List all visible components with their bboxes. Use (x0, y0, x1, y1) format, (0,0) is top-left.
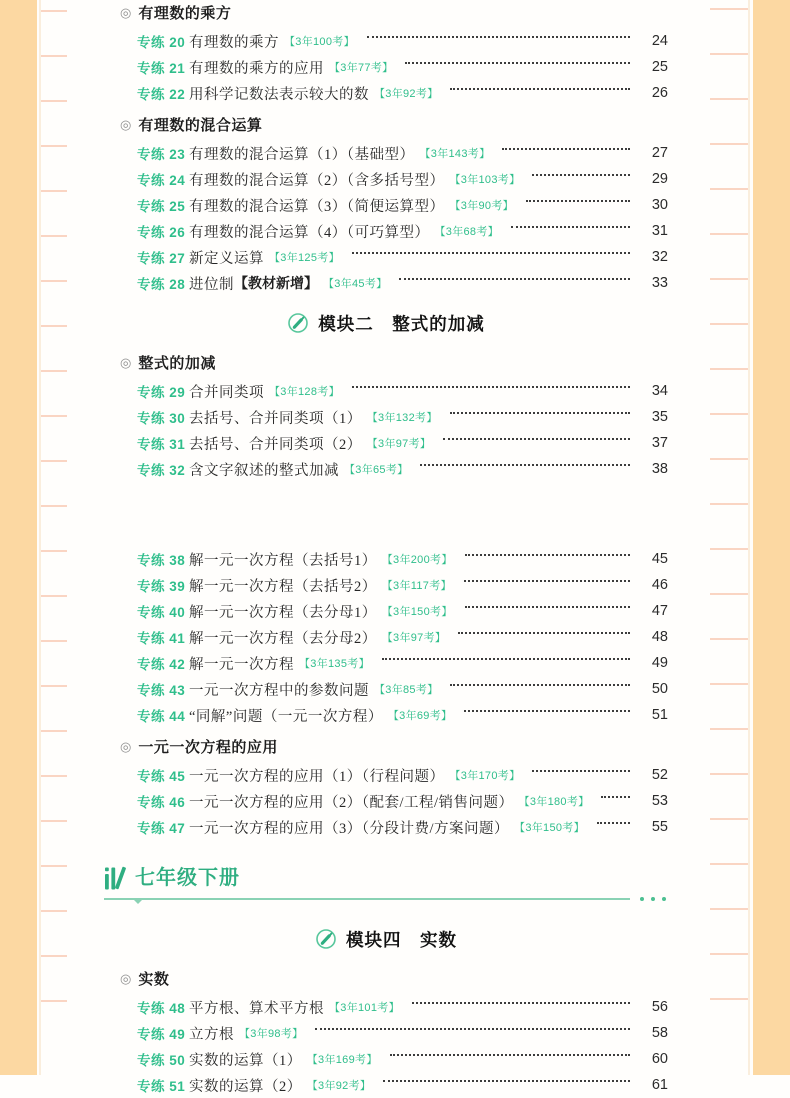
ring-bullet-icon: ◎ (120, 4, 132, 20)
entry-page-number: 52 (651, 767, 668, 783)
section-title: 有理数的混合运算 (138, 116, 263, 134)
right-edge-divider (748, 0, 750, 1075)
entry-title: 有理数的混合运算（2）（含多括号型） (189, 172, 445, 189)
entry-exam-count: 【3年92考】 (306, 1080, 372, 1092)
entry-title: 去括号、合并同类项（1） (189, 410, 362, 427)
dotted-leader (352, 386, 630, 388)
entry-page-number: 33 (651, 275, 668, 291)
underline-rule (104, 898, 630, 900)
dotted-leader (465, 554, 630, 556)
toc-entry-row[interactable] (104, 456, 668, 482)
toc-entry-row[interactable] (104, 378, 668, 404)
toc-entry-row[interactable] (104, 218, 668, 244)
entry-number: 专练 41 (137, 631, 186, 646)
entry-exam-count: 【3年132考】 (366, 412, 438, 424)
module-title: 模块二 整式的加减 (318, 313, 485, 334)
dotted-leader (399, 278, 630, 280)
entry-exam-count: 【3年77考】 (329, 62, 394, 74)
entry-title: 解一元一次方程（去括号2） (189, 578, 377, 595)
dotted-leader (420, 464, 630, 466)
entry-title: 平方根、算术平方根 (189, 1000, 324, 1017)
toc-entry-row[interactable] (104, 166, 668, 192)
entry-number: 专练 51 (137, 1079, 186, 1094)
ring-bullet-icon: ◎ (120, 116, 132, 132)
dotted-leader (532, 770, 630, 772)
entry-exam-count: 【3年90考】 (449, 200, 514, 212)
entry-exam-count: 【3年85考】 (374, 684, 439, 696)
entry-exam-count: 【3年98考】 (239, 1028, 304, 1040)
entry-number: 专练 23 (137, 147, 186, 162)
entry-page-number: 50 (651, 681, 668, 697)
pencil-circle-icon (315, 928, 337, 950)
entry-exam-count: 【3年150考】 (381, 606, 453, 618)
entry-page-number: 58 (651, 1025, 668, 1041)
entry-exam-count: 【3年92考】 (374, 88, 439, 100)
entry-exam-count: 【3年200考】 (381, 554, 453, 566)
entry-number: 专练 50 (137, 1053, 186, 1068)
dotted-leader (526, 200, 630, 202)
entry-number: 专练 48 (137, 1001, 186, 1016)
toc-entry-row[interactable] (104, 788, 668, 814)
dotted-leader (450, 412, 630, 414)
toc-entry-row[interactable] (104, 762, 668, 788)
toc-entry-row[interactable] (104, 598, 668, 624)
entry-title: “同解”问题（一元一次方程） (189, 708, 383, 725)
dotted-leader (450, 88, 630, 90)
dotted-leader (315, 1028, 630, 1030)
entry-exam-count: 【3年169考】 (306, 1054, 378, 1066)
grade-title: 七年级下册 (135, 867, 240, 889)
entry-exam-count: 【3年117考】 (381, 580, 452, 592)
toc-entry-row[interactable] (104, 192, 668, 218)
entry-title: 有理数的乘方的应用 (189, 60, 324, 77)
entry-page-number: 32 (651, 249, 668, 265)
dotted-leader (458, 632, 630, 634)
entry-page-number: 38 (651, 461, 668, 477)
entry-page-number: 49 (651, 655, 668, 671)
toc-entry-row[interactable] (104, 994, 668, 1020)
entry-page-number: 30 (651, 197, 668, 213)
entry-page-number: 45 (651, 551, 668, 567)
section-header (104, 968, 668, 988)
entry-number: 专练 32 (137, 463, 186, 478)
entry-exam-count: 【3年128考】 (269, 386, 340, 398)
entry-title: 含文字叙述的整式加减 (189, 462, 339, 479)
entry-title: 解一元一次方程 (189, 656, 294, 673)
entry-title: 一元一次方程的应用（1）（行程问题） (189, 768, 445, 785)
toc-entry-row[interactable] (104, 80, 668, 106)
entry-number: 专练 45 (137, 769, 186, 784)
entry-title: 一元一次方程中的参数问题 (189, 682, 369, 699)
toc-entry-row[interactable] (104, 244, 668, 270)
entry-exam-count: 【3年125考】 (269, 252, 340, 264)
entry-exam-count: 【3年68考】 (434, 226, 499, 238)
entry-number: 专练 31 (137, 437, 186, 452)
toc-entry-row[interactable] (104, 1072, 668, 1098)
entry-title: 实数的运算（1） (189, 1052, 302, 1069)
dotted-leader (601, 796, 630, 798)
entry-number: 专练 28 (137, 277, 186, 292)
dotted-leader (382, 658, 630, 660)
entry-exam-count: 【3年65考】 (344, 464, 409, 476)
entry-page-number: 24 (651, 33, 668, 49)
entry-number: 专练 29 (137, 385, 186, 400)
entry-title: 有理数的混合运算（1）（基础型） (189, 146, 415, 163)
dotted-leader (352, 252, 630, 254)
dotted-leader (383, 1080, 630, 1082)
bookshelf-icon (104, 866, 127, 890)
entry-page-number: 55 (651, 819, 668, 835)
entry-title: 解一元一次方程（去分母2） (189, 630, 377, 647)
entry-number: 专练 42 (137, 657, 186, 672)
ring-bullet-icon: ◎ (120, 354, 132, 370)
entry-exam-count: 【3年170考】 (449, 770, 521, 782)
grade-header (104, 864, 668, 902)
entry-page-number: 53 (651, 793, 668, 809)
section-title: 一元一次方程的应用 (138, 738, 278, 756)
entry-number: 专练 26 (137, 225, 186, 240)
entry-number: 专练 21 (137, 61, 186, 76)
entry-number: 专练 43 (137, 683, 186, 698)
entry-page-number: 26 (651, 85, 668, 101)
entry-title: 一元一次方程的应用（3）（分段计费/方案问题） (189, 820, 510, 837)
entry-exam-count: 【3年180考】 (518, 796, 590, 808)
dotted-leader (412, 1002, 630, 1004)
section-header (104, 2, 668, 22)
section-header (104, 736, 668, 756)
toc-entry-row[interactable] (104, 270, 668, 296)
module-header (104, 308, 668, 338)
section-title: 有理数的乘方 (138, 4, 232, 22)
entry-title: 合并同类项 (189, 384, 264, 401)
right-edge-band (753, 0, 790, 1075)
dotted-leader (464, 580, 630, 582)
entry-exam-count: 【3年97考】 (366, 438, 432, 450)
entry-title: 新定义运算 (189, 250, 264, 267)
entry-number: 专练 47 (137, 821, 186, 836)
entry-page-number: 60 (651, 1051, 668, 1067)
entry-title: 用科学记数法表示较大的数 (189, 86, 369, 103)
entry-exam-count: 【3年143考】 (419, 148, 491, 160)
toc-entry-row[interactable] (104, 54, 668, 80)
entry-exam-count: 【3年135考】 (299, 658, 370, 670)
right-tick-marks (710, 0, 748, 1075)
entry-exam-count: 【3年45考】 (323, 278, 388, 290)
entry-number: 专练 20 (137, 35, 186, 50)
entry-page-number: 47 (651, 603, 668, 619)
dotted-leader (464, 710, 630, 712)
entry-page-number: 31 (651, 223, 668, 239)
dotted-leader (502, 148, 630, 150)
section-header (104, 352, 668, 372)
entry-title: 实数的运算（2） (189, 1078, 302, 1095)
entry-page-number: 46 (651, 577, 668, 593)
entry-new-material-tag: 【教材新增】 (234, 277, 318, 292)
toc-entry-row[interactable] (104, 702, 668, 728)
entry-page-number: 56 (651, 999, 668, 1015)
entry-page-number: 37 (651, 435, 668, 451)
entry-number: 专练 27 (137, 251, 186, 266)
entry-page-number: 48 (651, 629, 668, 645)
entry-exam-count: 【3年100考】 (284, 36, 355, 48)
toc-entry-row[interactable] (104, 140, 668, 166)
grade-underline (104, 896, 668, 902)
underline-notch (132, 898, 144, 904)
toc-entry-row[interactable] (104, 546, 668, 572)
entry-page-number: 61 (651, 1077, 668, 1093)
entry-title: 一元一次方程的应用（2）（配套/工程/销售问题） (189, 794, 514, 811)
dotted-leader (367, 36, 630, 38)
entry-page-number: 27 (651, 145, 668, 161)
entry-number: 专练 46 (137, 795, 186, 810)
entry-number: 专练 24 (137, 173, 186, 188)
section-title: 整式的加减 (138, 354, 216, 372)
module-header (104, 924, 668, 954)
entry-exam-count: 【3年103考】 (449, 174, 521, 186)
entry-number: 专练 22 (137, 87, 186, 102)
left-edge-band (0, 0, 37, 1075)
dotted-leader (450, 684, 630, 686)
section-title: 实数 (138, 970, 170, 988)
entry-exam-count: 【3年69考】 (387, 710, 453, 722)
entry-title: 进位制 (189, 276, 234, 293)
toc-entry-row[interactable] (104, 572, 668, 598)
entry-number: 专练 49 (137, 1027, 186, 1042)
entry-number: 专练 38 (137, 553, 186, 568)
entry-number: 专练 44 (137, 709, 186, 724)
entry-exam-count: 【3年150考】 (514, 822, 585, 834)
left-tick-marks (41, 0, 67, 1075)
toc-entry-row[interactable] (104, 28, 668, 54)
entry-title: 去括号、合并同类项（2） (189, 436, 362, 453)
entry-number: 专练 40 (137, 605, 186, 620)
toc-entry-row[interactable] (104, 430, 668, 456)
entry-title: 解一元一次方程（去分母1） (189, 604, 377, 621)
pencil-circle-icon (287, 312, 309, 334)
toc-entry-row[interactable] (104, 650, 668, 676)
module-title: 模块四 实数 (346, 929, 457, 950)
entry-page-number: 29 (651, 171, 668, 187)
toc-entry-row[interactable] (104, 676, 668, 702)
ring-bullet-icon: ◎ (120, 970, 132, 986)
content-gap (104, 482, 668, 546)
entry-number: 专练 30 (137, 411, 186, 426)
entry-exam-count: 【3年101考】 (329, 1002, 400, 1014)
entry-number: 专练 25 (137, 199, 186, 214)
dotted-leader (390, 1054, 630, 1056)
entry-title: 有理数的混合运算（3）（简便运算型） (189, 198, 445, 215)
entry-title: 有理数的乘方 (189, 34, 279, 51)
entry-page-number: 35 (651, 409, 668, 425)
toc-entry-row[interactable] (104, 814, 668, 840)
toc-entry-row[interactable] (104, 624, 668, 650)
dotted-leader (532, 174, 630, 176)
dotted-leader (597, 822, 630, 824)
entry-title: 立方根 (189, 1026, 234, 1043)
table-of-contents (104, 0, 668, 1098)
entry-exam-count: 【3年97考】 (381, 632, 447, 644)
dotted-leader (465, 606, 630, 608)
section-header (104, 114, 668, 134)
entry-title: 有理数的混合运算（4）（可巧算型） (189, 224, 430, 241)
entry-page-number: 25 (651, 59, 668, 75)
entry-number: 专练 39 (137, 579, 186, 594)
dotted-leader (405, 62, 630, 64)
ellipsis-dots-icon (640, 897, 666, 901)
dotted-leader (511, 226, 630, 228)
toc-entry-row[interactable] (104, 1020, 668, 1046)
toc-entry-row[interactable] (104, 404, 668, 430)
entry-title: 解一元一次方程（去括号1） (189, 552, 377, 569)
ring-bullet-icon: ◎ (120, 738, 132, 754)
entry-page-number: 51 (651, 707, 668, 723)
dotted-leader (443, 438, 630, 440)
entry-page-number: 34 (651, 383, 668, 399)
toc-entry-row[interactable] (104, 1046, 668, 1072)
